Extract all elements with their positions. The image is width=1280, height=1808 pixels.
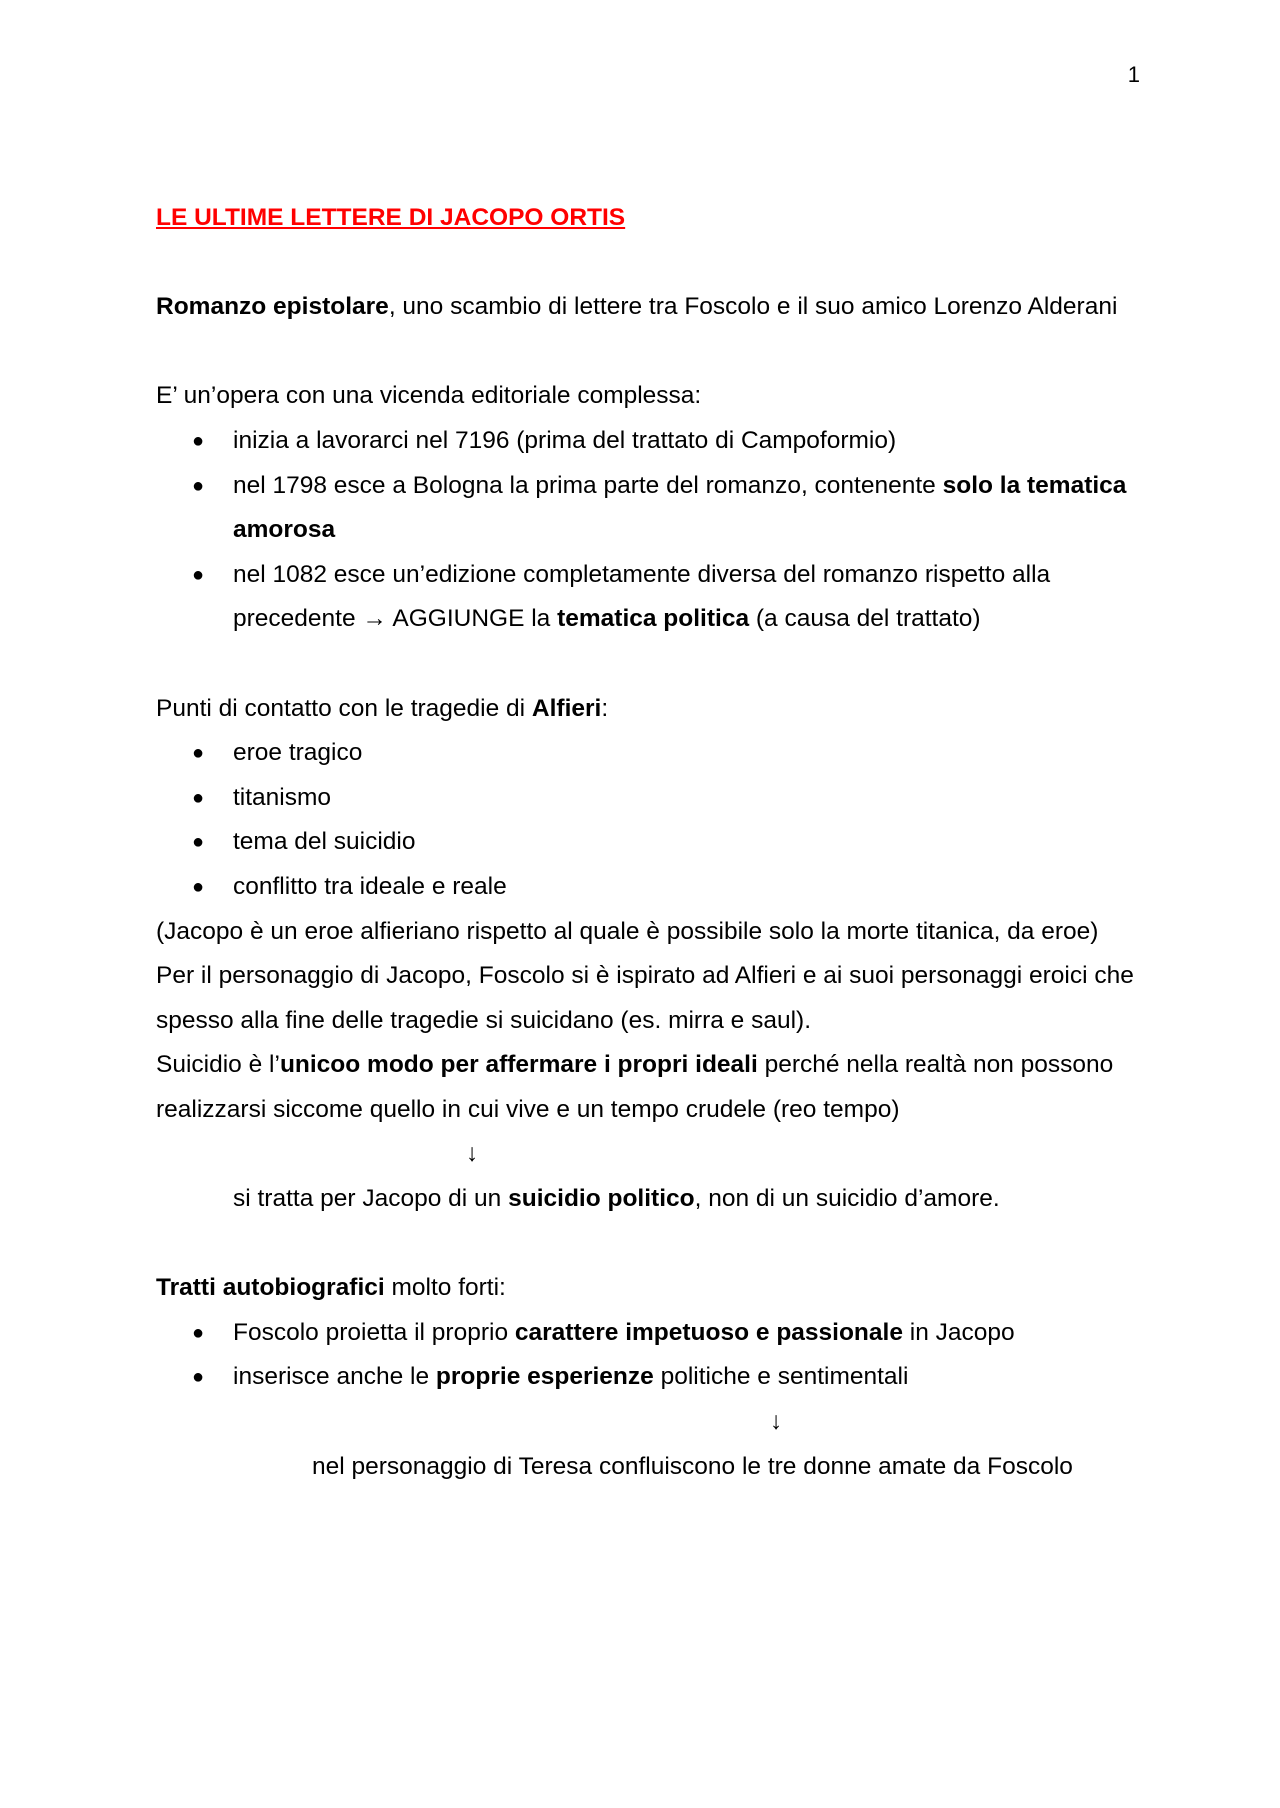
intro-paragraph: Romanzo epistolare, uno scambio di lettere tra Foscolo e il suo amico Lorenzo Alderani [156,293,1118,321]
bullet-icon: ● [192,1366,205,1389]
document-title [156,196,1156,241]
alfieri-lead: Punti di contatto con le tragedie di Alfieri: [156,694,609,722]
bullet-icon: ● [192,742,205,765]
list-item: ● tema del suicidio [156,820,1156,865]
list-item: ● conflitto tra ideale e reale [156,865,1156,910]
list-item: ● titanismo [156,776,1156,821]
arrow-down-icon: ↓ [466,1140,479,1168]
autobio-conclusion: nel personaggio di Teresa confluiscono le tre donne amate da Foscolo [312,1452,1073,1480]
bullet-icon: ● [192,875,205,898]
editorial-lead: E’ un’opera con una vicenda editoriale complessa: [156,382,702,410]
bullet-icon: ● [192,1321,205,1344]
list-item: ● nel 1798 esce a Bologna la prima parte del romanzo, contenente solo la tematica amorosa [156,464,1156,553]
editorial-list [156,419,1156,642]
alfieri-paragraph: Per il personaggio di Jacopo, Foscolo si è ispirato ad Alfieri e ai suoi personaggi eroici che spesso alla fine delle tragedie si suicidano (es. mirra e saul). [156,962,1134,1034]
bullet-icon: ● [192,831,205,854]
list-item: ● Foscolo proietta il proprio carattere impetuoso e passionale in Jacopo [156,1311,1156,1356]
bullet-icon: ● [192,474,205,497]
list-item: ● eroe tragico [156,731,1156,776]
alfieri-list [156,731,1156,909]
autobio-lead: Tratti autobiografici molto forti: [156,1274,506,1302]
alfieri-note: (Jacopo è un eroe alfieriano rispetto al quale è possibile solo la morte titanica, da eroe) [156,917,1099,945]
suicide-conclusion: si tratta per Jacopo di un suicidio politico, non di un suicidio d’amore. [233,1185,1000,1213]
list-item: ● nel 1082 esce un’edizione completamente diversa del romanzo rispetto alla precedente → AGGIUNGE la tematica politica (a causa del trattato) [156,553,1156,642]
list-item: ● inserisce anche le proprie esperienze politiche e sentimentali [156,1355,1156,1400]
bullet-icon: ● [192,786,205,809]
bullet-icon: ● [192,429,205,452]
suicide-paragraph: Suicidio è l’unicoo modo per affermare i propri ideali perché nella realtà non possono realizzarsi siccome quello in cui vive e un tempo crudele (reo tempo) [156,1051,1114,1123]
arrow-down-icon: ↓ [770,1408,783,1436]
autobio-list [156,1311,1156,1400]
title-text: LE ULTIME LETTERE DI JACOPO ORTIS [156,204,626,231]
list-item: ● inizia a lavorarci nel 7196 (prima del trattato di Campoformio) [156,419,1156,464]
page-number: 1 [1127,62,1140,87]
bullet-icon: ● [192,563,205,586]
document-body [156,196,1156,1489]
